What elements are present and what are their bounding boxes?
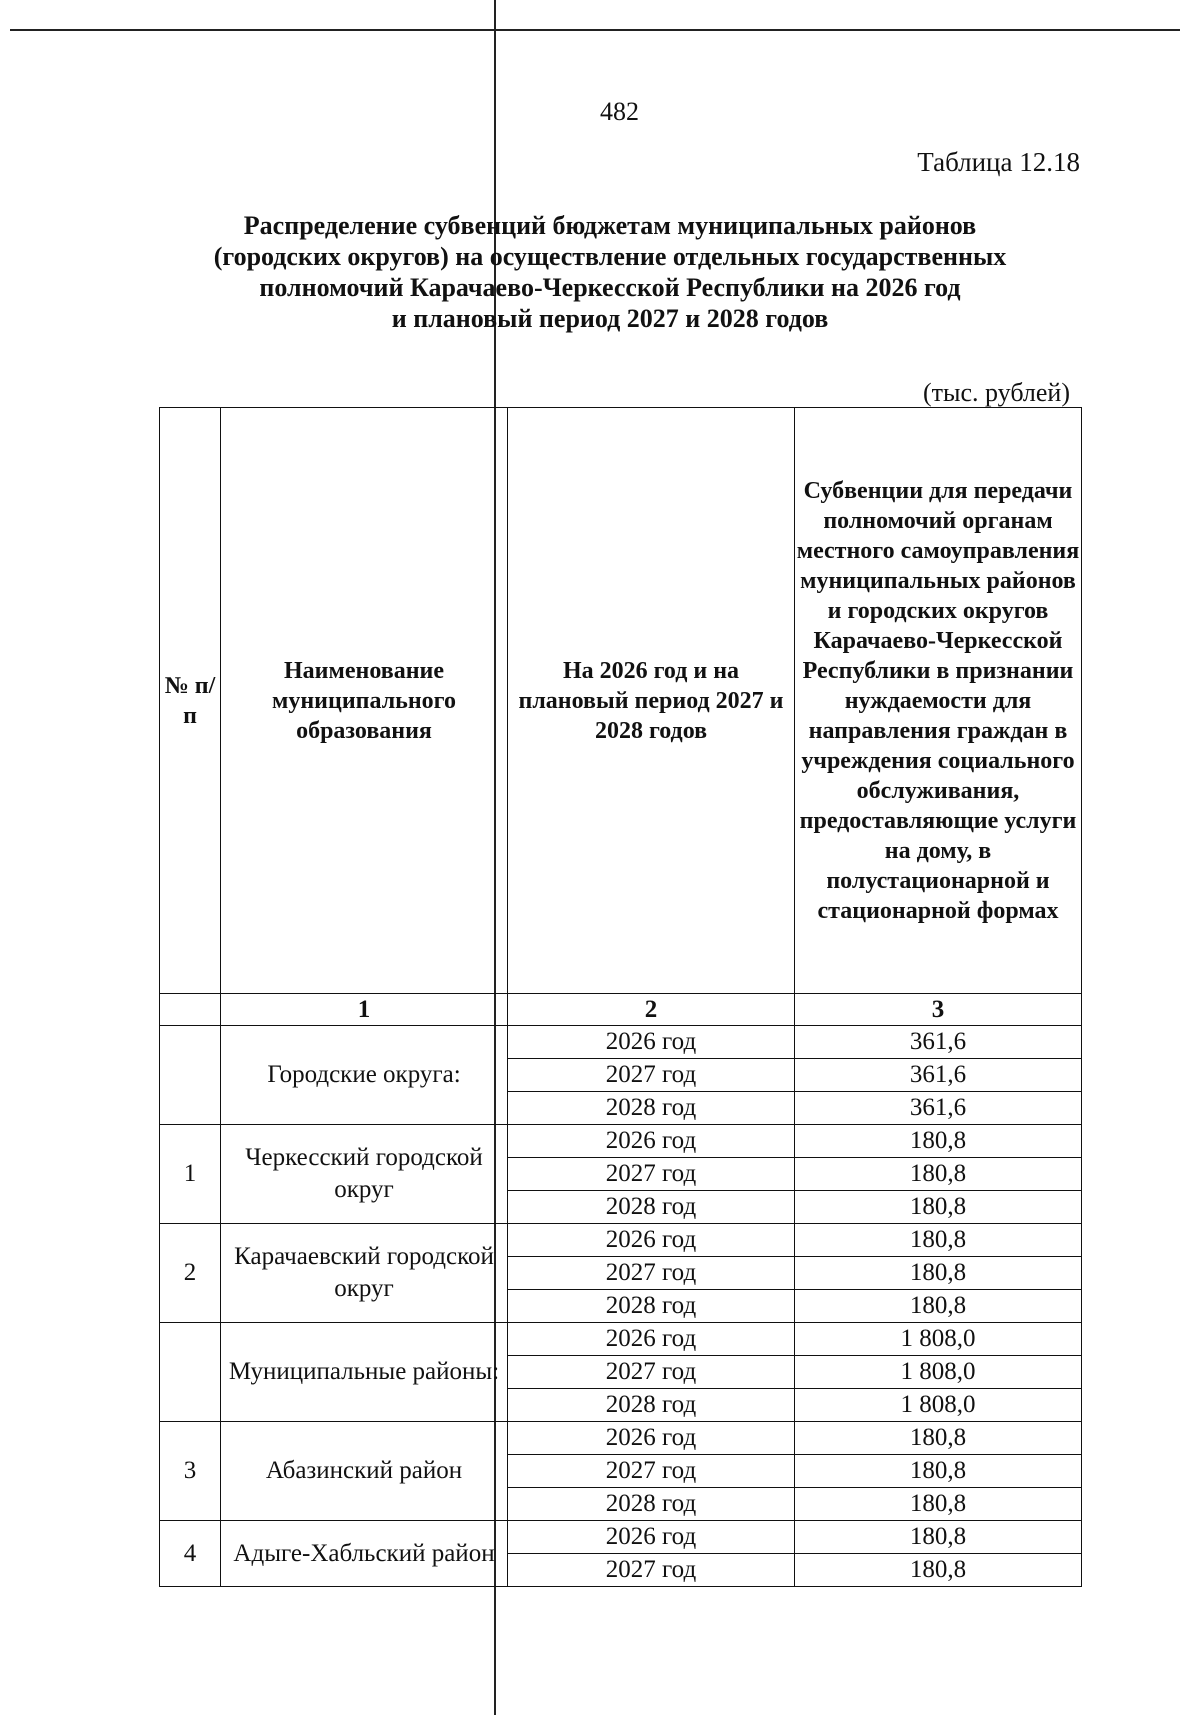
units-label: (тыс. рублей) (922, 378, 1070, 407)
row-number: 4 (160, 1521, 221, 1587)
year-cell: 2026 год (508, 1422, 795, 1455)
year-cell: 2028 год (508, 1290, 795, 1323)
municipality-name: Карачаевский городской округ (221, 1224, 508, 1323)
column-number-blank (160, 994, 221, 1026)
value-cell: 1 808,0 (795, 1323, 1082, 1356)
table-label: Таблица 12.18 (917, 147, 1080, 177)
value-cell: 180,8 (795, 1290, 1082, 1323)
row-number (160, 1323, 221, 1422)
year-cell: 2026 год (508, 1323, 795, 1356)
value-cell: 180,8 (795, 1125, 1082, 1158)
value-cell: 180,8 (795, 1224, 1082, 1257)
title-line: и плановый период 2027 и 2028 годов (391, 304, 829, 333)
table-row (160, 1521, 1082, 1554)
municipality-name: Муниципальные районы: (221, 1323, 508, 1422)
page-number: 482 (600, 97, 639, 126)
column-number: 1 (221, 994, 508, 1026)
column-number: 3 (795, 994, 1082, 1026)
year-cell: 2028 год (508, 1191, 795, 1224)
subvention-table (159, 407, 1082, 1587)
title-line: (городских округов) на осуществление отдельных государственных (213, 242, 1007, 271)
value-cell: 180,8 (795, 1521, 1082, 1554)
year-cell: 2027 год (508, 1059, 795, 1092)
value-cell: 180,8 (795, 1257, 1082, 1290)
value-cell: 180,8 (795, 1455, 1082, 1488)
header-name: Наименование муниципального образования (221, 408, 508, 994)
value-cell: 180,8 (795, 1422, 1082, 1455)
year-cell: 2028 год (508, 1488, 795, 1521)
year-cell: 2027 год (508, 1158, 795, 1191)
title-line: Распределение субвенций бюджетам муниципальных районов (243, 211, 977, 240)
year-cell: 2027 год (508, 1455, 795, 1488)
year-cell: 2027 год (508, 1257, 795, 1290)
value-cell: 180,8 (795, 1191, 1082, 1224)
header-period: На 2026 год и на плановый период 2027 и 2028 годов (508, 408, 795, 994)
value-cell: 1 808,0 (795, 1356, 1082, 1389)
table-row (160, 1422, 1082, 1455)
table-body (160, 1026, 1082, 1587)
table-row (160, 1026, 1082, 1059)
value-cell: 180,8 (795, 1488, 1082, 1521)
value-cell: 180,8 (795, 1158, 1082, 1191)
municipality-name: Черкесский городской округ (221, 1125, 508, 1224)
table-row (160, 1125, 1082, 1158)
row-number: 2 (160, 1224, 221, 1323)
year-cell: 2028 год (508, 1389, 795, 1422)
year-cell: 2027 год (508, 1356, 795, 1389)
year-cell: 2028 год (508, 1092, 795, 1125)
document-title (150, 210, 1070, 334)
year-cell: 2026 год (508, 1026, 795, 1059)
row-number: 3 (160, 1422, 221, 1521)
row-number: 1 (160, 1125, 221, 1224)
header-num: № п/п (160, 408, 221, 994)
column-number: 2 (508, 994, 795, 1026)
municipality-name: Городские округа: (221, 1026, 508, 1125)
value-cell: 361,6 (795, 1092, 1082, 1125)
year-cell: 2026 год (508, 1125, 795, 1158)
table-row (160, 1323, 1082, 1356)
year-cell: 2026 год (508, 1521, 795, 1554)
value-cell: 180,8 (795, 1554, 1082, 1587)
row-number (160, 1026, 221, 1125)
value-cell: 361,6 (795, 1059, 1082, 1092)
scan-edge-line (10, 29, 1180, 31)
year-cell: 2027 год (508, 1554, 795, 1587)
value-cell: 361,6 (795, 1026, 1082, 1059)
year-cell: 2026 год (508, 1224, 795, 1257)
municipality-name: Абазинский район (221, 1422, 508, 1521)
title-line: полномочий Карачаево-Черкесской Республики на 2026 год (259, 273, 961, 302)
municipality-name: Адыге-Хабльский район (221, 1521, 508, 1587)
value-cell: 1 808,0 (795, 1389, 1082, 1422)
header-subvention: Субвенции для передачи полномочий органам местного самоуправления муниципальных районов и городских округов Карачаево-Черкесской Республики в признании нуждаемости для направления граждан в учреждения социального обслуживания, предоставляющие услуги на дому, в полустационарной и стационарной формах (795, 408, 1082, 994)
table-row (160, 1224, 1082, 1257)
